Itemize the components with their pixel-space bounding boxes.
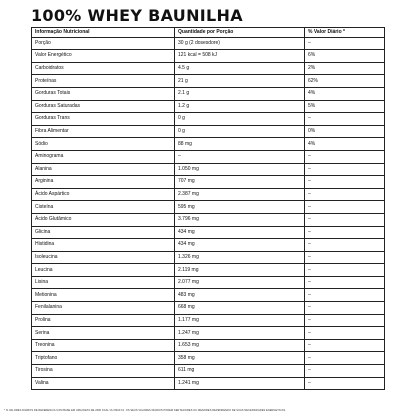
cell-daily-value: – bbox=[305, 188, 385, 201]
cell-daily-value: – bbox=[305, 150, 385, 163]
cell-amount: 358 mg bbox=[175, 352, 305, 365]
cell-daily-value: – bbox=[305, 201, 385, 214]
cell-daily-value: – bbox=[305, 213, 385, 226]
header-nutrient: Informação Nutricional bbox=[32, 28, 175, 38]
cell-nutrient: Isoleucina bbox=[32, 251, 175, 264]
cell-daily-value: – bbox=[305, 365, 385, 378]
table-row bbox=[32, 201, 385, 214]
cell-daily-value: – bbox=[305, 226, 385, 239]
table-row bbox=[32, 37, 385, 50]
cell-daily-value: 2% bbox=[305, 62, 385, 75]
cell-nutrient: Cisteína bbox=[32, 201, 175, 214]
cell-daily-value: 4% bbox=[305, 138, 385, 151]
cell-amount: 668 mg bbox=[175, 302, 305, 315]
cell-nutrient: Glicina bbox=[32, 226, 175, 239]
cell-nutrient: Tirosina bbox=[32, 365, 175, 378]
table-row bbox=[32, 163, 385, 176]
cell-nutrient: Gorduras Saturadas bbox=[32, 100, 175, 113]
table-row bbox=[32, 339, 385, 352]
cell-amount: 434 mg bbox=[175, 226, 305, 239]
cell-amount: 707 mg bbox=[175, 176, 305, 189]
table-row bbox=[32, 87, 385, 100]
cell-daily-value: – bbox=[305, 314, 385, 327]
table-row bbox=[32, 302, 385, 315]
cell-nutrient: Gorduras Totais bbox=[32, 87, 175, 100]
cell-amount: 30 g (2 dosesdore) bbox=[175, 37, 305, 50]
cell-amount: 2.1 g bbox=[175, 87, 305, 100]
nutrition-table-body bbox=[32, 28, 385, 390]
table-row bbox=[32, 113, 385, 126]
cell-nutrient: Porção bbox=[32, 37, 175, 50]
cell-amount: 483 mg bbox=[175, 289, 305, 302]
table-row bbox=[32, 314, 385, 327]
cell-nutrient: Metionina bbox=[32, 289, 175, 302]
cell-amount: 2.119 mg bbox=[175, 264, 305, 277]
cell-nutrient: Serina bbox=[32, 327, 175, 340]
table-row bbox=[32, 251, 385, 264]
table-header-row bbox=[32, 28, 385, 38]
table-row bbox=[32, 62, 385, 75]
cell-amount: 3.796 mg bbox=[175, 213, 305, 226]
table-row bbox=[32, 50, 385, 63]
cell-daily-value: 0% bbox=[305, 125, 385, 138]
cell-nutrient: Carboidratos bbox=[32, 62, 175, 75]
cell-amount: 88 mg bbox=[175, 138, 305, 151]
cell-amount: 1.2 g bbox=[175, 100, 305, 113]
cell-daily-value: – bbox=[305, 339, 385, 352]
page-title: 100% WHEY BAUNILHA bbox=[31, 6, 243, 25]
table-row bbox=[32, 125, 385, 138]
table-row bbox=[32, 213, 385, 226]
cell-amount: 1.326 mg bbox=[175, 251, 305, 264]
cell-daily-value: – bbox=[305, 113, 385, 126]
table-row bbox=[32, 289, 385, 302]
cell-amount: 0 g bbox=[175, 125, 305, 138]
cell-amount: 1.241 mg bbox=[175, 377, 305, 390]
cell-daily-value: 6% bbox=[305, 50, 385, 63]
table-row bbox=[32, 176, 385, 189]
cell-daily-value: – bbox=[305, 302, 385, 315]
cell-nutrient: Treonina bbox=[32, 339, 175, 352]
cell-amount: 434 mg bbox=[175, 239, 305, 252]
cell-amount: 595 mg bbox=[175, 201, 305, 214]
cell-daily-value: 62% bbox=[305, 75, 385, 88]
cell-nutrient: Histidina bbox=[32, 239, 175, 252]
cell-amount: 1.247 mg bbox=[175, 327, 305, 340]
cell-nutrient: Lisina bbox=[32, 276, 175, 289]
cell-nutrient: Leucina bbox=[32, 264, 175, 277]
cell-daily-value: – bbox=[305, 176, 385, 189]
table-row bbox=[32, 226, 385, 239]
cell-daily-value: – bbox=[305, 276, 385, 289]
cell-amount: 1.050 mg bbox=[175, 163, 305, 176]
table-row bbox=[32, 377, 385, 390]
cell-nutrient: Fenilalanina bbox=[32, 302, 175, 315]
cell-daily-value: – bbox=[305, 239, 385, 252]
table-row bbox=[32, 365, 385, 378]
cell-nutrient: Gorduras Trans bbox=[32, 113, 175, 126]
cell-nutrient: Fibra Alimentar bbox=[32, 125, 175, 138]
table-row bbox=[32, 75, 385, 88]
table-row bbox=[32, 150, 385, 163]
header-amount: Quantidade por Porção bbox=[175, 28, 305, 38]
cell-nutrient: Aminograma bbox=[32, 150, 175, 163]
header-daily-value: % Valor Diário * bbox=[305, 28, 385, 38]
cell-amount: 0 g bbox=[175, 113, 305, 126]
cell-daily-value: – bbox=[305, 264, 385, 277]
cell-amount: – bbox=[175, 150, 305, 163]
cell-amount: 4.5 g bbox=[175, 62, 305, 75]
table-row bbox=[32, 239, 385, 252]
table-row bbox=[32, 276, 385, 289]
cell-daily-value: – bbox=[305, 377, 385, 390]
cell-amount: 2.387 mg bbox=[175, 188, 305, 201]
cell-daily-value: 4% bbox=[305, 87, 385, 100]
cell-amount: 2.077 mg bbox=[175, 276, 305, 289]
table-row bbox=[32, 188, 385, 201]
cell-amount: 1.177 mg bbox=[175, 314, 305, 327]
cell-amount: 121 kcal = 508 kJ bbox=[175, 50, 305, 63]
table-row bbox=[32, 138, 385, 151]
cell-daily-value: 5% bbox=[305, 100, 385, 113]
cell-amount: 21 g bbox=[175, 75, 305, 88]
nutrition-table bbox=[31, 27, 385, 390]
cell-amount: 611 mg bbox=[175, 365, 305, 378]
cell-daily-value: – bbox=[305, 289, 385, 302]
cell-nutrient: Ácido Aspártico bbox=[32, 188, 175, 201]
cell-nutrient: Valor Energético bbox=[32, 50, 175, 63]
cell-nutrient: Arginina bbox=[32, 176, 175, 189]
cell-nutrient: Triptofano bbox=[32, 352, 175, 365]
table-row bbox=[32, 100, 385, 113]
cell-nutrient: Proteínas bbox=[32, 75, 175, 88]
cell-nutrient: Valina bbox=[32, 377, 175, 390]
cell-nutrient: Ácido Glutâmico bbox=[32, 213, 175, 226]
cell-daily-value: – bbox=[305, 327, 385, 340]
cell-nutrient: Sódio bbox=[32, 138, 175, 151]
table-row bbox=[32, 264, 385, 277]
table-row bbox=[32, 352, 385, 365]
cell-daily-value: – bbox=[305, 352, 385, 365]
cell-daily-value: – bbox=[305, 163, 385, 176]
footnote: * % VALORES DIÁRIOS DE REFERÊNCIA COM BASE EM UMA DIETA DE 2000 KCAL OU 8400 KJ. OS SEUS VALORES DIÁRIOS PODEM SER MAIORES OU MENORES DEPENDENDO DE SUAS NECESSIDADES ENERGÉTICAS. bbox=[4, 409, 286, 412]
table-row bbox=[32, 327, 385, 340]
cell-nutrient: Alanina bbox=[32, 163, 175, 176]
cell-nutrient: Prolina bbox=[32, 314, 175, 327]
cell-daily-value: – bbox=[305, 37, 385, 50]
cell-amount: 1.653 mg bbox=[175, 339, 305, 352]
cell-daily-value: – bbox=[305, 251, 385, 264]
